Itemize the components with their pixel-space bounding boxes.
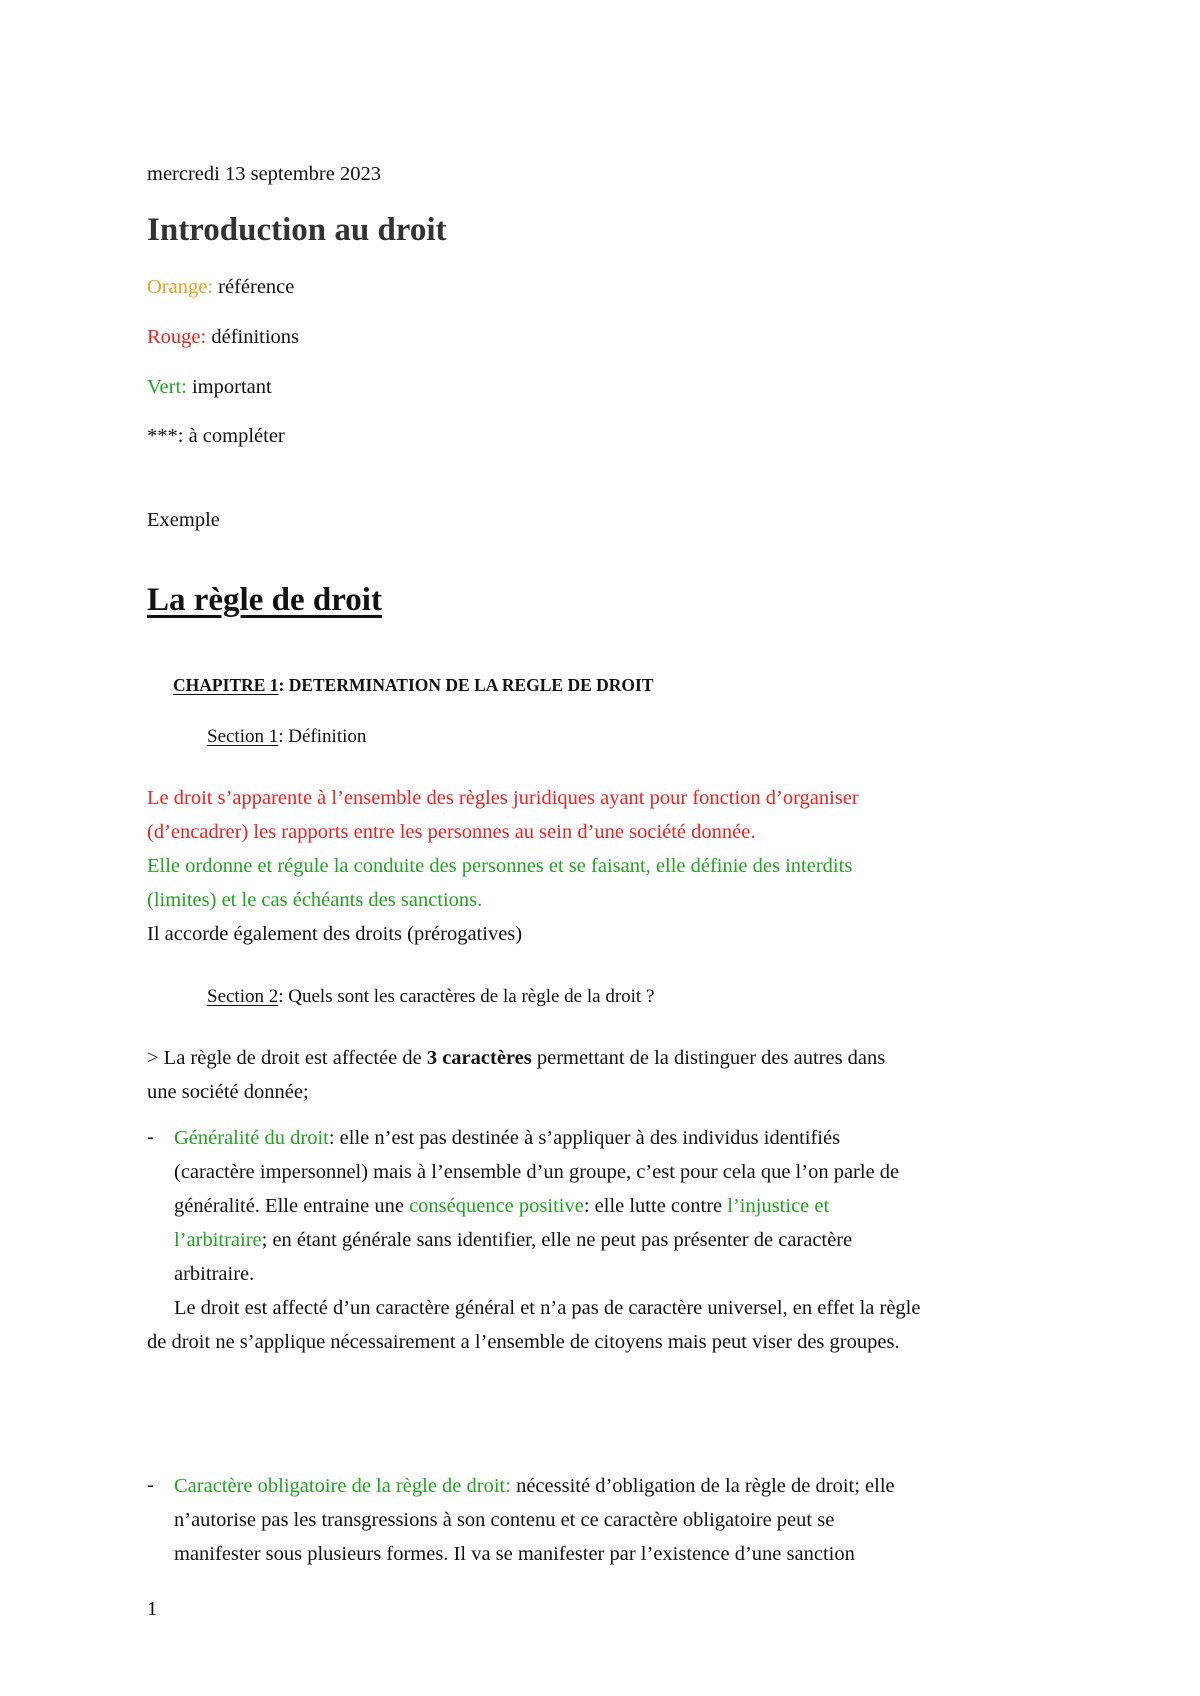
legend-orange-text: référence (213, 276, 295, 298)
intro-text-a: > La règle de droit est affectée de (147, 1047, 427, 1069)
list-dash-2: - (147, 1474, 154, 1496)
legend-red (147, 326, 299, 349)
item1-term: Généralité du droit (174, 1127, 329, 1149)
section1-label: Section 1 (207, 726, 279, 747)
item2-line-2: n’autorise pas les transgressions à son contenu et ce caractère obligatoire peut se (174, 1509, 835, 1531)
item1-line-5: arbitraire. (174, 1263, 255, 1285)
intro-bold: 3 caractères (426, 1047, 532, 1069)
document-title: Introduction au droit (147, 212, 447, 248)
legend-green-text: important (186, 376, 272, 398)
section1-title: : Définition (278, 726, 367, 747)
chapter-heading (173, 675, 654, 696)
item2-term: Caractère obligatoire de la règle de droit: (174, 1475, 511, 1497)
item1-line-3 (174, 1195, 829, 1218)
item1-line-1 (174, 1127, 840, 1150)
legend-orange-label: Orange: (147, 276, 214, 298)
legend-green-label: Vert: (147, 376, 187, 398)
legend-red-label: Rouge: (147, 326, 207, 348)
document-date: mercredi 13 septembre 2023 (147, 163, 381, 185)
item1-l3-b: : elle lutte contre (583, 1195, 728, 1217)
item1-para2-line-2: de droit ne s’applique nécessairement a l’ensemble de citoyens mais peut viser des groupes. (147, 1331, 900, 1353)
legend-green (147, 376, 272, 399)
item1-l3-green1: conséquence positive (409, 1195, 584, 1217)
item1-line-2: (caractère impersonnel) mais à l’ensemble d’un groupe, c’est pour cela que l’on parle de (174, 1161, 900, 1183)
item1-rest: : elle n’est pas destinée à s’appliquer à des individus identifiés (328, 1127, 841, 1149)
section1-heading (207, 726, 366, 748)
item2-line-3: manifester sous plusieurs formes. Il va se manifester par l’existence d’une sanction (174, 1543, 855, 1565)
intro-text-c: permettant de la distinguer des autres dans (531, 1047, 886, 1069)
legend-example: Exemple (147, 509, 220, 531)
item1-l3-a: généralité. Elle entraine une (174, 1195, 410, 1217)
body-line: Il accorde également des droits (prérogatives) (147, 923, 523, 945)
definition-line-2: (d’encadrer) les rapports entre les personnes au sein d’une société donnée. (147, 821, 756, 843)
item2-rest: nécessité d’obligation de la règle de droit; elle (510, 1475, 895, 1497)
item1-l4-green: l’arbitraire (174, 1229, 262, 1251)
item1-para2-line-1: Le droit est affecté d’un caractère général et n’a pas de caractère universel, en effet la règle (174, 1297, 921, 1319)
item1-l4-rest: ; en étant générale sans identifier, elle ne peut pas présenter de caractère (261, 1229, 853, 1251)
page-number: 1 (147, 1598, 158, 1620)
item1-line-4 (174, 1229, 852, 1252)
chapter-title: : DETERMINATION DE LA REGLE DE DROIT (278, 675, 654, 695)
list-dash-1: - (147, 1126, 154, 1148)
chapter-label: CHAPITRE 1 (173, 675, 279, 695)
important-line-2: (limites) et le cas échéants des sanctions. (147, 889, 483, 911)
important-line-1: Elle ordonne et régule la conduite des personnes et se faisant, elle définie des interdits (147, 855, 853, 877)
intro-line-2: une société donnée; (147, 1081, 309, 1103)
item1-l3-green2: l’injustice et (727, 1195, 830, 1217)
legend-red-text: définitions (206, 326, 300, 348)
main-heading: La règle de droit (147, 582, 382, 618)
definition-line-1: Le droit s’apparente à l’ensemble des règles juridiques ayant pour fonction d’organiser (147, 787, 859, 809)
section2-heading (207, 986, 654, 1008)
section2-label: Section 2 (207, 986, 279, 1007)
legend-star: ***: à compléter (147, 425, 285, 447)
legend-orange (147, 276, 294, 299)
intro-line-1 (147, 1047, 885, 1070)
section2-title: : Quels sont les caractères de la règle de la droit ? (278, 986, 655, 1007)
item2-line-1 (174, 1475, 895, 1498)
